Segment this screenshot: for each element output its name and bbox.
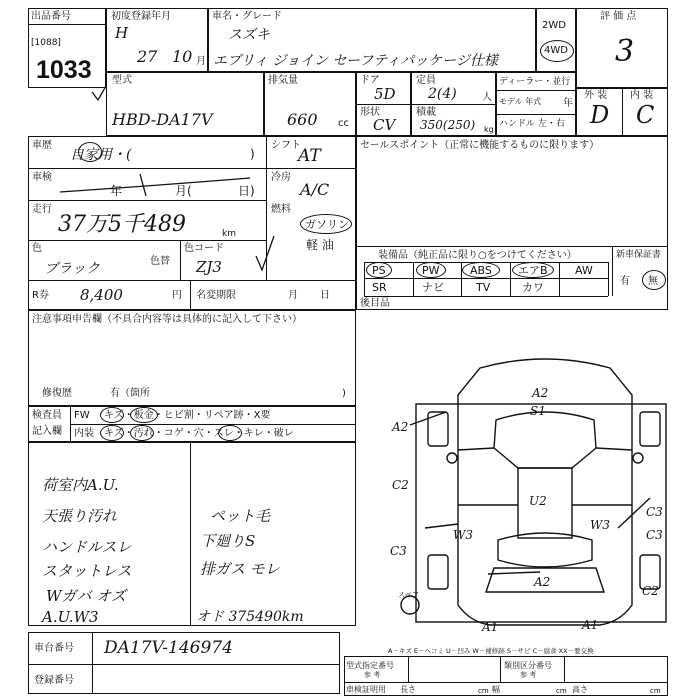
inspection-label: 車検 [32,172,52,183]
fuel-diesel: 軽 油 [306,238,334,252]
maker: スズキ [228,27,270,43]
score-label: 評 価 点 [600,11,637,22]
note-line-2: 天張り汚れ [42,507,118,525]
mark-c3-right2: C3 [646,528,663,542]
mark-a2-left: A2 [392,420,409,434]
fw-items: キズ・板金・ヒビ割・リペア跡・X要 [104,410,271,421]
insp-year: 年 [110,184,123,198]
mark-c3-left: C3 [390,544,407,558]
lot-label: 出品番号 [31,11,71,22]
displacement: 660 [287,110,318,129]
type-label: 型式 [112,75,132,86]
mark-a2-bottom: A2 [534,575,551,589]
mark-w3-left: W3 [453,528,473,542]
fuel-gas: ガソリン [305,218,349,231]
color-code-label: 色コード [184,243,224,254]
repair-close: ) [342,388,346,399]
sales-title: セールスポイント（正常に機能するものに限ります） [360,140,600,151]
equip-leather: カワ [522,281,544,294]
history-value: 自家用・( [70,147,132,163]
mileage: 37万5千489 [58,212,186,237]
int-grade: C [636,101,655,129]
type-cert-ref: 参 考 [364,671,381,679]
kg-unit: kg [484,125,494,134]
title-change-label: 名変期限 [196,290,236,301]
inspector-label: 検査員 [32,410,62,421]
disp-label: 排気量 [268,75,298,86]
equip-sr: SR [372,281,387,294]
model-year-label: モデル 年式 [499,97,542,106]
note-line-5: Wガバ オズ [46,587,127,605]
year-unit: 年 [563,98,573,109]
warranty-no: 無 [648,276,658,287]
equip-aw: AW [575,264,593,277]
class-label: 類別区分番号 [504,661,552,670]
type-cert-label: 型式指定番号 [346,661,394,670]
class-ref: 参 考 [520,671,537,679]
dealer-label: ディーラー・並行 [499,77,571,87]
history-label: 車歴 [32,140,52,151]
caution-label: 注意事項申告欄（不具合内容等は具体的に記入して下さい） [32,314,302,325]
mark-a1-right: A1 [582,618,599,632]
person-unit: 人 [482,92,492,103]
ext-label: 外 装 [584,90,608,101]
lot-number: 1033 [36,56,92,84]
mileage-label: 走行 [32,204,52,215]
capacity-label: 定員 [416,75,436,86]
dim-label: 車検証明用 [346,685,386,694]
color-change-label: 色替 [150,256,170,267]
note-line-4: スタットレス [42,562,132,580]
chassis-label: 車台番号 [34,643,74,654]
equip-label: 装備品（純正品に限り○をつけてください） [378,250,577,261]
fw-label: FW [74,410,90,421]
equip-navi: ナビ [422,281,444,294]
color-label: 色 [32,243,42,254]
shape-label: 形状 [360,107,380,118]
reg-no-label: 登録番号 [34,675,74,686]
width-unit: cm [556,687,567,695]
ac-label: 冷房 [271,172,291,183]
yen-unit: 円 [172,290,182,301]
int-label: 内 装 [630,90,654,101]
int-items: キズ・汚れ・コゲ・穴・スレ・キレ・破レ [104,428,294,439]
mark-s1: S1 [530,404,546,418]
recycle-fee: 8,400 [80,286,123,304]
note-right-4: オド 375490km [196,609,304,625]
recycle-label: R券 [32,290,49,301]
length-unit: cm [478,687,489,695]
height-label: 高さ [572,685,588,694]
spare-label: スペア [398,591,419,599]
insp-day: 日) [238,184,255,198]
rear-seat-label: 後目品 [360,298,390,309]
mark-u2: U2 [529,494,547,508]
equip-airbag: エアB [518,264,548,277]
fuel-label: 燃料 [271,204,291,215]
equip-pw: PW [422,264,440,277]
history-close: ) [250,147,255,161]
warranty-label: 新車保証書 [616,250,662,260]
drive-2wd: 2WD [542,20,566,31]
color-code: ZJ3 [196,258,222,276]
mark-c2-right: C2 [642,584,659,598]
damage-legend: A－キズ E－ヘコミ U－凹み W－補修跡 S－サビ C－腐食 XX－要交換 [388,647,594,655]
mark-c2-left: C2 [392,478,409,492]
equip-tv: TV [476,281,491,294]
entry-label: 記入欄 [32,426,62,437]
note-line-1: 荷室内A.U. [42,476,119,494]
insp-month: 月( [175,184,192,198]
shift: AT [298,146,321,166]
equip-abs: ABS [470,264,492,277]
int-items-label: 内装 [74,428,94,439]
reg-month: 10 [172,47,193,66]
equip-ps: PS [372,264,386,277]
note-right-2: 下廻りS [200,532,256,550]
tc-day: 日 [320,290,330,301]
color: ブラック [44,261,100,277]
model-code: HBD-DA17V [112,110,213,129]
era: H [115,24,129,42]
lot-sub: [1088] [31,38,61,48]
name-label: 車名・グレード [212,11,282,22]
ext-grade: D [590,101,610,129]
tc-month: 月 [288,290,298,301]
load-label: 積載 [416,107,436,118]
score: 3 [615,34,635,69]
month-unit: 月 [196,56,206,67]
note-line-6: A.U.W3 [42,608,99,626]
shift-label: シフト [271,140,301,151]
mark-a1-left: A1 [482,620,499,634]
handle-label: ハンドル 左・右 [499,119,565,129]
drive-4wd: 4WD [544,45,568,56]
door-label: ドア [360,75,380,86]
model-name: エブリィ ジョイン セーフティパッケージ仕様 [213,53,498,69]
note-right-3: 排ガス モレ [200,560,280,578]
capacity: 2(4) [428,86,457,102]
repair-value: 有（箇所 [110,388,150,399]
reg-year: 27 [137,47,158,66]
chassis-number: DA17V-146974 [104,638,233,658]
warranty-yes: 有 [620,276,630,287]
cc-unit: cc [338,118,349,129]
repair-label: 修復歴 [42,388,72,399]
ac: A/C [300,180,330,199]
load: 350(250) [420,118,476,132]
note-right-1: ペット毛 [210,507,271,525]
mark-w3-right: W3 [590,518,610,532]
km-unit: km [222,229,236,239]
doors: 5D [374,85,396,103]
first-reg-label: 初度登録年月 [111,11,171,22]
mark-a2-top: A2 [532,386,549,400]
length-label: 長さ [400,685,416,694]
note-line-3: ハンドルスレ [42,538,132,556]
width-label: 幅 [492,685,500,694]
mark-c3-right: C3 [646,505,663,519]
height-unit: cm [650,687,661,695]
shape: CV [373,116,396,134]
